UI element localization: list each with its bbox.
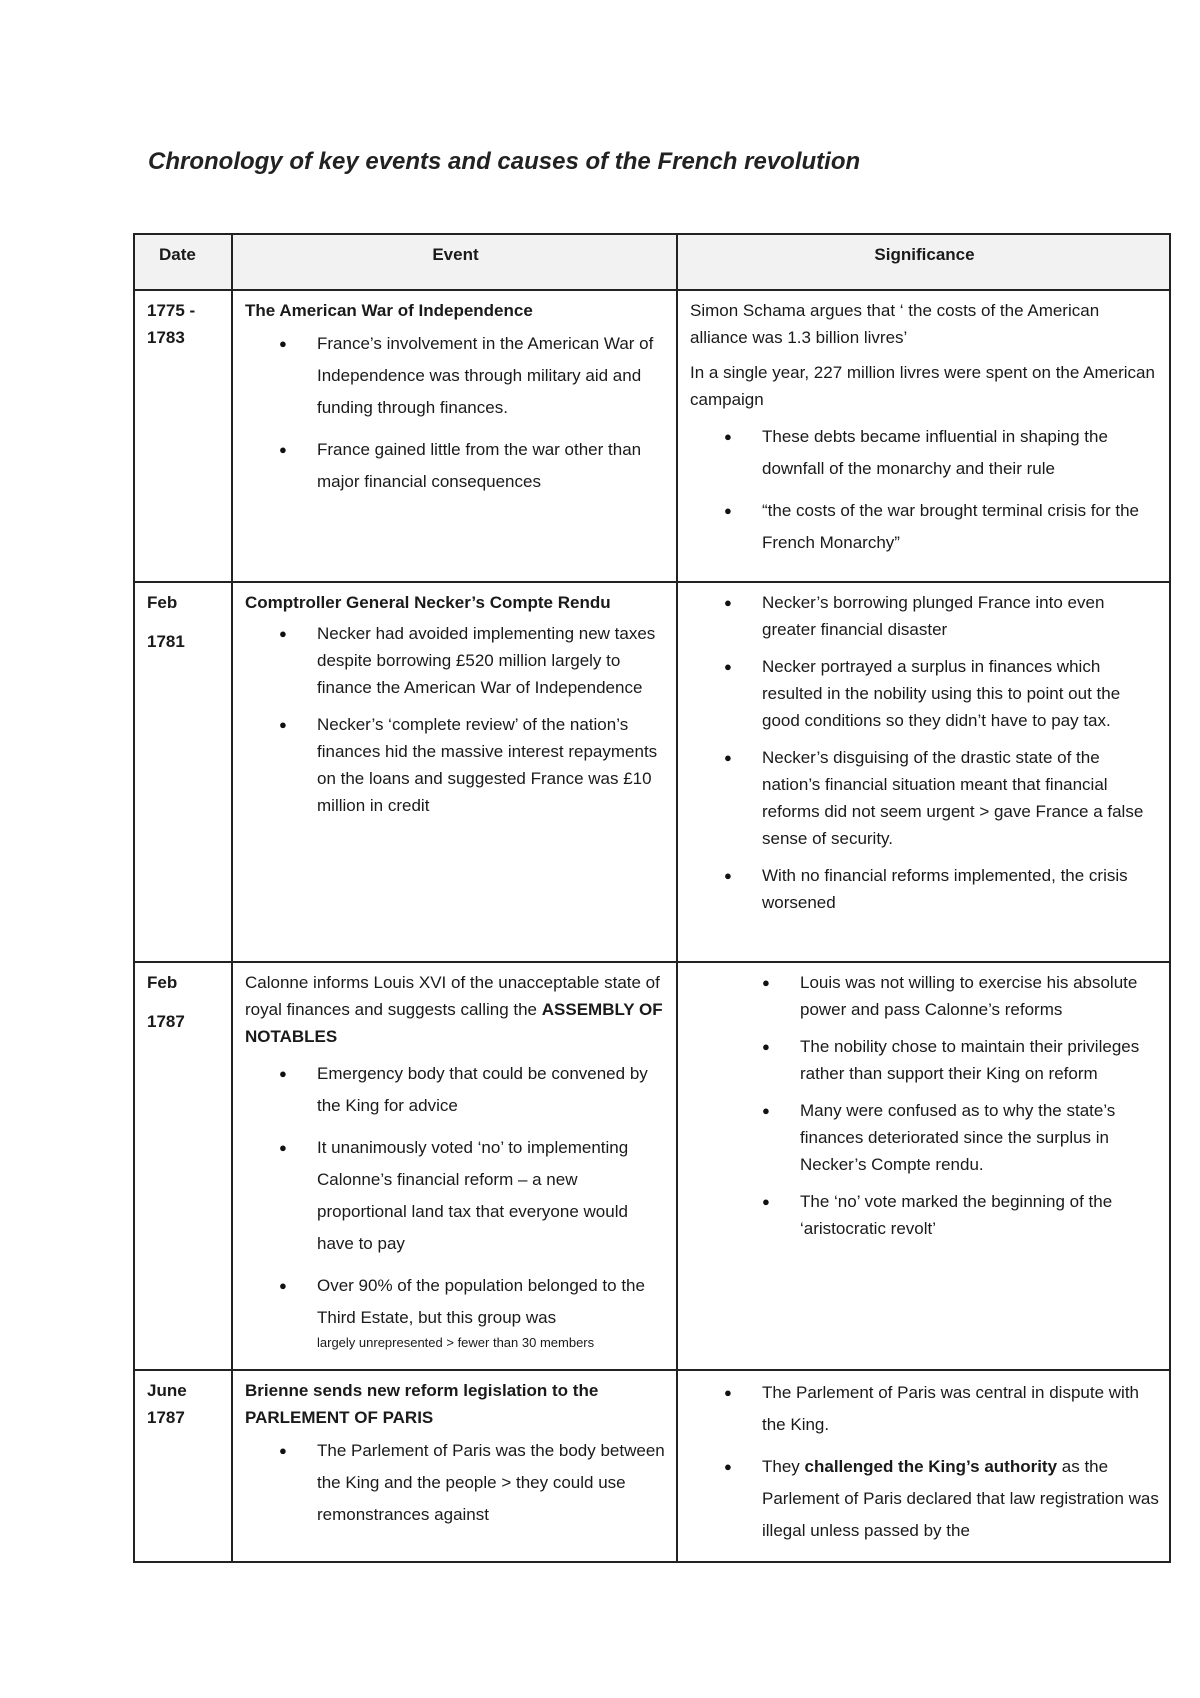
chronology-table: [133, 233, 1171, 1563]
list-item: [317, 1270, 666, 1352]
list-item: ● Louis was not willing to exercise his absolute power and pass Calonne’s reforms: [800, 969, 1159, 1023]
event-heading: The American War of Independence: [245, 301, 533, 320]
list-item: ● It unanimously voted ‘no’ to implementing Calonne’s financial reform – a new proportional land tax that everyone would have to pay: [317, 1132, 666, 1260]
list-item: ● Necker’s borrowing plunged France into even greater financial disaster: [762, 589, 1159, 643]
date-line: Feb: [147, 593, 178, 612]
list-item: ● Many were confused as to why the state’s finances deteriorated since the surplus in Necker’s Compte rendu.: [800, 1097, 1159, 1178]
list-item: ● France gained little from the war other than major financial consequences: [317, 434, 666, 498]
list-item-text: They: [762, 1457, 805, 1476]
list-item: ● Necker portrayed a surplus in finances which resulted in the nobility using this to point out the good conditions so they didn’t have to pay tax.: [762, 653, 1159, 734]
date-line: June: [147, 1381, 187, 1400]
list-item: ● With no financial reforms implemented, the crisis worsened: [762, 862, 1159, 916]
list-item: ● France’s involvement in the American War of Independence was through military aid and funding through finances.: [317, 328, 666, 424]
event-cell: [232, 1370, 677, 1562]
significance-cell: [677, 1370, 1170, 1562]
list-item-text: as the Parlement of Paris declared that law registration was illegal unless passed by the: [762, 1457, 1159, 1540]
table-row: [134, 290, 1170, 582]
date-cell: [134, 290, 232, 582]
list-item: ● Emergency body that could be convened by the King for advice: [317, 1058, 666, 1122]
event-cell: [232, 582, 677, 962]
event-list: [245, 1058, 666, 1352]
date-cell: [134, 582, 232, 962]
date-line: 1781: [147, 632, 185, 651]
significance-cell: [677, 290, 1170, 582]
event-cell: [232, 290, 677, 582]
event-list: [245, 328, 666, 498]
event-cell: [232, 962, 677, 1370]
table-row: [134, 1370, 1170, 1562]
significance-text: In a single year, 227 million livres were spent on the American campaign: [690, 363, 1155, 409]
event-intro: [245, 969, 666, 1050]
list-item-small-text: largely unrepresented > fewer than 30 members: [317, 1335, 595, 1350]
list-item: ● The ‘no’ vote marked the beginning of the ‘aristocratic revolt’: [800, 1188, 1159, 1242]
date-cell: [134, 962, 232, 1370]
list-item: [762, 1451, 1159, 1547]
list-item: ● These debts became influential in shaping the downfall of the monarchy and their rule: [762, 421, 1159, 485]
table-row: [134, 582, 1170, 962]
significance-list: [690, 1377, 1159, 1547]
header-date: Date: [134, 234, 232, 290]
date-line: 1787: [147, 1012, 185, 1031]
date-line: 1775 -: [147, 301, 196, 320]
date-cell: [134, 1370, 232, 1562]
table-header-row: [134, 234, 1170, 290]
event-intro-bold: ASSEMBLY OF NOTABLES: [245, 1000, 663, 1046]
list-item: ● “the costs of the war brought terminal crisis for the French Monarchy”: [762, 495, 1159, 559]
event-list: [245, 620, 666, 819]
significance-cell: [677, 582, 1170, 962]
event-heading: Brienne sends new reform legislation to the PARLEMENT OF PARIS: [245, 1381, 599, 1427]
list-item: ● Necker had avoided implementing new taxes despite borrowing £520 million largely to finance the American War of Independence: [317, 620, 666, 701]
list-item-bold: challenged the King’s authority: [804, 1457, 1058, 1476]
date-line: 1783: [147, 328, 185, 347]
event-heading: Comptroller General Necker’s Compte Rendu: [245, 593, 611, 612]
significance-list: [690, 421, 1159, 559]
significance-text: Simon Schama argues that ‘ the costs of the American alliance was 1.3 billion livres’: [690, 301, 1100, 347]
list-item: ● The Parlement of Paris was central in dispute with the King.: [762, 1377, 1159, 1441]
header-event: Event: [232, 234, 677, 290]
date-line: Feb: [147, 973, 178, 992]
list-item: ● Necker’s disguising of the drastic state of the nation’s financial situation meant that financial reforms did not seem urgent > gave France a false sense of security.: [762, 744, 1159, 852]
document-title: Chronology of key events and causes of the French revolution: [148, 148, 861, 175]
list-item-text: Over 90% of the population belonged to the Third Estate, but this group was: [317, 1276, 645, 1327]
significance-list: [690, 969, 1159, 1242]
significance-list: [690, 589, 1159, 916]
list-item: ● The Parlement of Paris was the body between the King and the people > they could use remonstrances against: [317, 1435, 666, 1531]
event-intro-text: Calonne informs Louis XVI of the unacceptable state of royal finances and suggests calling the: [245, 973, 660, 1019]
list-item: ● Necker’s ‘complete review’ of the nation’s finances hid the massive interest repayments on the loans and suggested France was £10 million in credit: [317, 711, 666, 819]
header-significance: Significance: [677, 234, 1170, 290]
significance-cell: [677, 962, 1170, 1370]
table-row: [134, 962, 1170, 1370]
date-line: 1787: [147, 1408, 185, 1427]
event-list: [245, 1435, 666, 1531]
list-item: ● The nobility chose to maintain their privileges rather than support their King on reform: [800, 1033, 1159, 1087]
